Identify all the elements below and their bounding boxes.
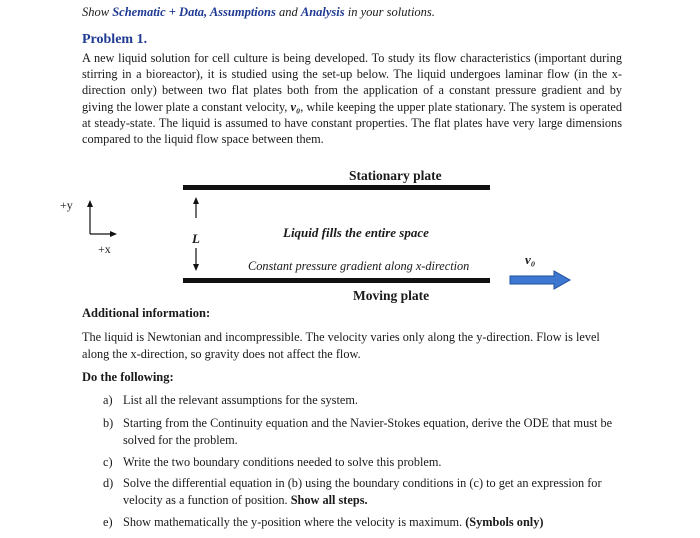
tasks-heading: Do the following: xyxy=(82,370,174,384)
velocity-arrow-shape xyxy=(510,271,570,289)
task-item: e) Show mathematically the y-position where the velocity is maximum. (Symbols only) xyxy=(103,515,544,529)
liquid-label: Liquid fills the entire space xyxy=(283,225,429,240)
moving-plate-label: Moving plate xyxy=(353,288,430,303)
pressure-gradient-label: Constant pressure gradient along x-direction xyxy=(248,259,470,273)
gap-label: L xyxy=(192,231,200,246)
instruction-schematic: Schematic + Data, Assumptions xyxy=(112,5,276,19)
task-item: c) Write the two boundary conditions needed to solve this problem. xyxy=(103,455,442,469)
velocity-label: v₀ xyxy=(525,252,536,267)
task-item: b) Starting from the Continuity equation and the Navier-Stokes equation, derive the ODE that must be solved for the problem. xyxy=(103,416,613,447)
velocity-symbol: v₀ xyxy=(290,99,301,114)
task-item: d) Solve the differential equation in (b) using the boundary conditions in (c) to get an expression for velocity as a function of position. Show all steps. xyxy=(103,476,602,507)
additional-heading: Additional information: xyxy=(82,306,211,320)
x-axis-arrowhead xyxy=(110,231,117,237)
task-item: a) List all the relevant assumptions for the system. xyxy=(103,393,358,407)
y-axis-arrowhead xyxy=(87,200,93,207)
problem-description: A new liquid solution for cell culture is being developed. To study its flow characteristics (important during stirring in a bioreactor), it is studied using the set-up below. The liquid undergoes laminar flow (in the x-direction only) between two flat plates both from the application of a constant pressure gradient and by giving the lower plate a constant velocity, v₀, while keeping the upper plate stationary. The system is operated at steady-state. The liquid is assumed to have constant properties. The flat plates have very large dimensions compared to the liquid flow space between them. xyxy=(82,51,622,147)
x-axis-label: +x xyxy=(98,242,111,256)
y-axis-label: +y xyxy=(60,198,73,212)
stationary-plate-label: Stationary plate xyxy=(349,168,442,183)
problem-title: Problem 1. xyxy=(82,32,148,47)
velocity-arrow-icon xyxy=(508,270,572,290)
instruction-line: Show Schematic + Data, Assumptions and Analysis in your solutions. xyxy=(82,5,435,19)
stationary-plate xyxy=(183,185,490,190)
axes-icon xyxy=(80,198,120,238)
moving-plate xyxy=(183,278,490,283)
additional-text: The liquid is Newtonian and incompressible. The velocity varies only along the y-direction. Flow is level along the x-direction, so gravity does not affect the flow. xyxy=(82,330,600,361)
instruction-analysis: Analysis xyxy=(300,5,345,19)
